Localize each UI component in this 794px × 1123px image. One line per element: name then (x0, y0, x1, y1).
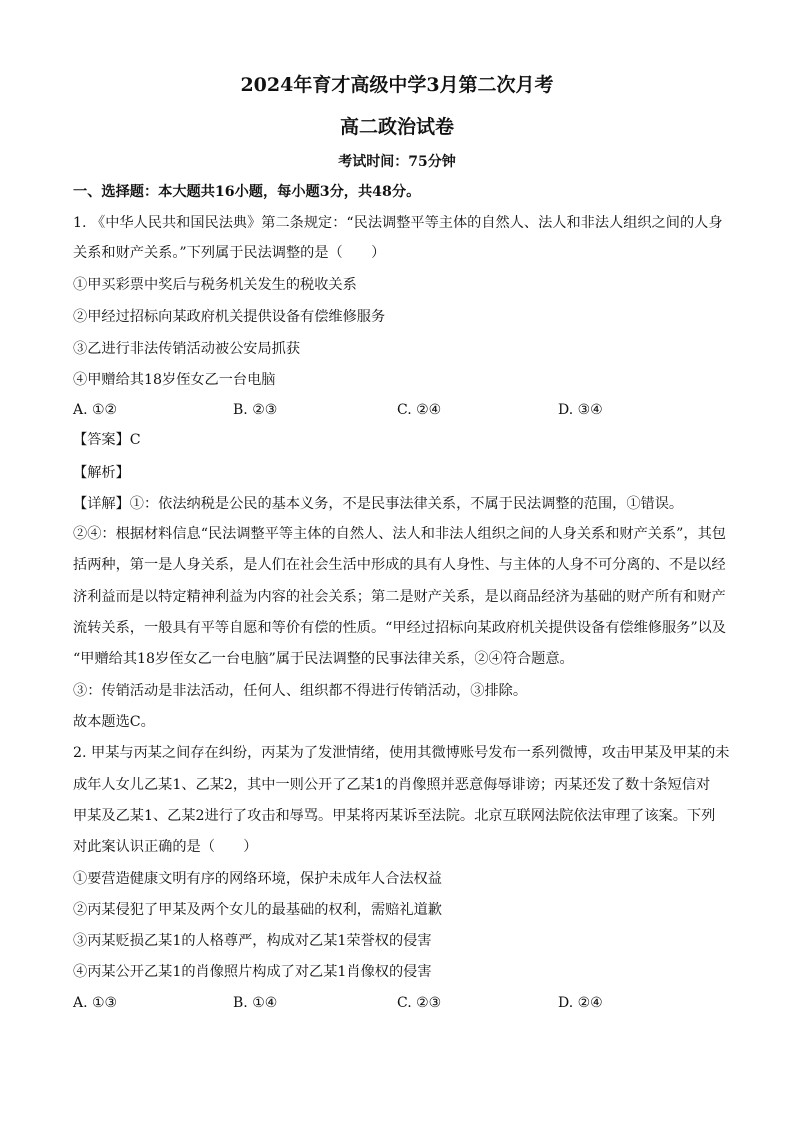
q1-detail-line6: “甲赠给其18岁侄女乙一台电脑”属于民法调整的民事法律关系，②④符合题意。 (73, 651, 574, 667)
q1-item-4: ④甲赠给其18岁侄女乙一台电脑 (73, 372, 276, 388)
exam-time: 考试时间：75分钟 (338, 154, 456, 170)
q1-option-b: B. ②③ (233, 402, 278, 418)
q2-item-3: ③丙某贬损乙某1的人格尊严，构成对乙某1荣誉权的侵害 (73, 933, 432, 949)
q1-detail-line7: ③：传销活动是非法活动，任何人、组织都不得进行传销活动，③排除。 (73, 683, 528, 699)
q1-detail-line5: 流转关系，一般具有平等自愿和等价有偿的性质。“甲经过招标向某政府机关提供设备有偿维修服务”以及 (73, 620, 726, 636)
q1-stem-line2: 关系和财产关系。”下列属于民法调整的是（ ） (73, 245, 386, 261)
q1-item-1: ①甲买彩票中奖后与税务机关发生的税收关系 (73, 277, 357, 293)
q1-detail-line2: ②④：根据材料信息“民法调整平等主体的自然人、法人和非法人组织之间的人身关系和财产关系”，其包 (73, 526, 726, 542)
q1-option-c: C. ②④ (397, 402, 442, 418)
q1-detail-line1: 【详解】①：依法纳税是公民的基本义务，不是民事法律关系，不属于民法调整的范围，①错误。 (73, 496, 684, 512)
q1-detail-line3: 括两种，第一是人身关系，是人们在社会生活中形成的具有人身性、与主体的人身不可分离的、不是以经 (73, 557, 726, 573)
q1-stem-line1: 1. 《中华人民共和国民法典》第二条规定：“民法调整平等主体的自然人、法人和非法人组织之间的人身 (73, 215, 723, 231)
q1-item-2: ②甲经过招标向某政府机关提供设备有偿维修服务 (73, 309, 386, 325)
q2-item-1: ①要营造健康文明有序的网络环境，保护未成年人合法权益 (73, 871, 442, 887)
q2-stem-line2: 成年人女儿乙某1、乙某2，其中一则公开了乙某1的肖像照并恶意侮辱诽谤；丙某还发了数十条短信对 (73, 777, 711, 793)
q2-option-a: A. ①③ (73, 995, 118, 1011)
q2-option-b: B. ①④ (233, 995, 278, 1011)
q2-item-2: ②丙某侵犯了甲某及两个女儿的最基础的权利，需赔礼道歉 (73, 902, 442, 918)
exam-subtitle: 高二政治试卷 (339, 116, 454, 138)
q1-item-3: ③乙进行非法传销活动被公安局抓获 (73, 341, 301, 357)
q2-stem-line4: 对此案认识正确的是（ ） (73, 839, 258, 855)
section-heading: 一、选择题：本大题共16小题，每小题3分，共48分。 (73, 184, 421, 200)
q1-conclusion: 故本题选C。 (73, 714, 155, 730)
exam-title: 2024年育才高级中学3月第二次月考 (240, 74, 554, 96)
q1-detail-line4: 济利益而是以特定精神利益为内容的社会关系；第二是财产关系，是以商品经济为基础的财产所有和财产 (73, 589, 726, 605)
q2-item-4: ④丙某公开乙某1的肖像照片构成了对乙某1肖像权的侵害 (73, 964, 432, 980)
q2-option-c: C. ②③ (397, 995, 442, 1011)
q2-stem-line3: 甲某及乙某1、乙某2进行了攻击和辱骂。甲某将丙某诉至法院。北京互联网法院依法审理了该案。下列 (73, 808, 716, 824)
q1-answer: 【答案】C (73, 432, 141, 448)
q1-analysis-label: 【解析】 (73, 465, 130, 481)
q2-option-d: D. ②④ (558, 995, 603, 1011)
q1-option-d: D. ③④ (558, 402, 603, 418)
q2-stem-line1: 2. 甲某与丙某之间存在纠纷，丙某为了发泄情绪，使用其微博账号发布一系列微博，攻击甲某及甲某的未 (73, 745, 730, 761)
q1-option-a: A. ①② (73, 402, 118, 418)
